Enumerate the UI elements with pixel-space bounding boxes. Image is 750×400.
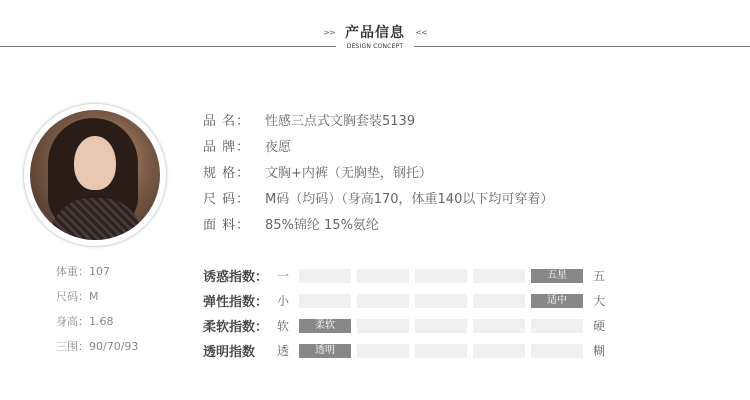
index-cell (357, 344, 409, 358)
stat-size: 尺码：M (56, 290, 99, 303)
product-info (203, 106, 553, 236)
section-subtitle: DESIGN CONCEPT (0, 43, 750, 50)
index-cell (531, 319, 583, 333)
index-cell (473, 344, 525, 358)
index-bar (299, 344, 589, 358)
index-cell (415, 294, 467, 308)
left-chevron-icon: >> (323, 28, 335, 37)
section-title: 产品信息 (345, 25, 405, 41)
index-cell (357, 294, 409, 308)
model-stats (56, 263, 138, 363)
index-cell (299, 294, 351, 308)
index-row-seduction: 诱惑指数： 一 五星 五 (203, 269, 606, 285)
index-cell (473, 319, 525, 333)
index-cell (473, 269, 525, 283)
index-table (203, 263, 605, 363)
info-row-spec: 规 格： 文胸+内裤（无胸垫，钢托） (203, 165, 432, 181)
index-cell (531, 344, 583, 358)
info-row-name: 品 名： 性感三点式文胸套装5139 (203, 113, 416, 129)
index-cell-selected: 柔软 (299, 319, 351, 333)
info-row-fabric: 面 料： 85%锦纶 15%氨纶 (203, 217, 379, 233)
index-cell (415, 269, 467, 283)
stat-weight: 体重：107 (56, 265, 110, 278)
index-cell-selected: 五星 (531, 269, 583, 283)
index-cell-selected: 透明 (299, 344, 351, 358)
info-row-brand: 品 牌： 夜愿 (203, 139, 292, 155)
index-cell-selected: 适中 (531, 294, 583, 308)
section-header (0, 22, 750, 42)
index-cell (357, 319, 409, 333)
right-chevron-icon: << (415, 28, 427, 37)
index-bar (299, 294, 589, 308)
index-cell (415, 319, 467, 333)
index-cell (473, 294, 525, 308)
index-bar (299, 269, 589, 283)
index-row-transparency: 透明指数 透 透明 糊 (203, 344, 606, 360)
index-cell (357, 269, 409, 283)
stat-height: 身高：1.68 (56, 315, 114, 328)
index-cell (299, 269, 351, 283)
index-row-elasticity: 弹性指数： 小 适中 大 (203, 294, 606, 310)
model-photo (30, 110, 160, 240)
index-cell (415, 344, 467, 358)
stat-measurements: 三围：90/70/93 (56, 340, 139, 353)
index-bar (299, 319, 589, 333)
index-row-softness: 柔软指数： 软 柔软 硬 (203, 319, 606, 335)
info-row-size: 尺 码： M码（均码）（身高170，体重140以下均可穿着） (203, 191, 554, 207)
model-avatar (23, 103, 167, 247)
